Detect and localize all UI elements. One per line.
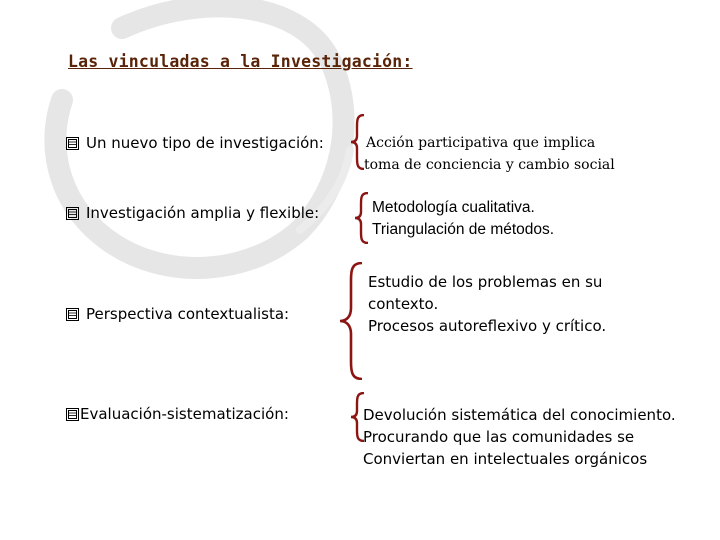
list-item [66, 134, 324, 152]
page-title: Las vinculadas a la Investigación: [68, 52, 413, 71]
item-label: Investigación amplia y flexible: [86, 204, 320, 222]
framed-square-bullet-icon [66, 408, 79, 421]
item-description: Estudio de los problemas en su contexto. Procesos autoreflexivo y crítico. [368, 273, 607, 335]
brace-icon [338, 262, 364, 380]
framed-square-bullet-icon [66, 207, 79, 220]
list-item [66, 305, 289, 323]
framed-square-bullet-icon [66, 137, 79, 150]
item-description: Metodología cualitativa. Triangulación de métodos. [372, 199, 555, 238]
list-item [66, 405, 289, 423]
framed-square-bullet-icon [66, 308, 79, 321]
item-label: Perspectiva contextualista: [86, 305, 290, 323]
item-description: Acción participativa que implica toma de conciencia y cambio social [364, 135, 615, 173]
brace-icon [354, 192, 370, 244]
list-item [66, 204, 319, 222]
item-label: Un nuevo tipo de investigación: [86, 134, 324, 152]
item-label: Evaluación-sistematización: [80, 405, 289, 423]
item-description: Devolución sistemática del conocimiento. Procurando que las comunidades se Conviertan en intelectuales orgánicos [363, 406, 676, 468]
